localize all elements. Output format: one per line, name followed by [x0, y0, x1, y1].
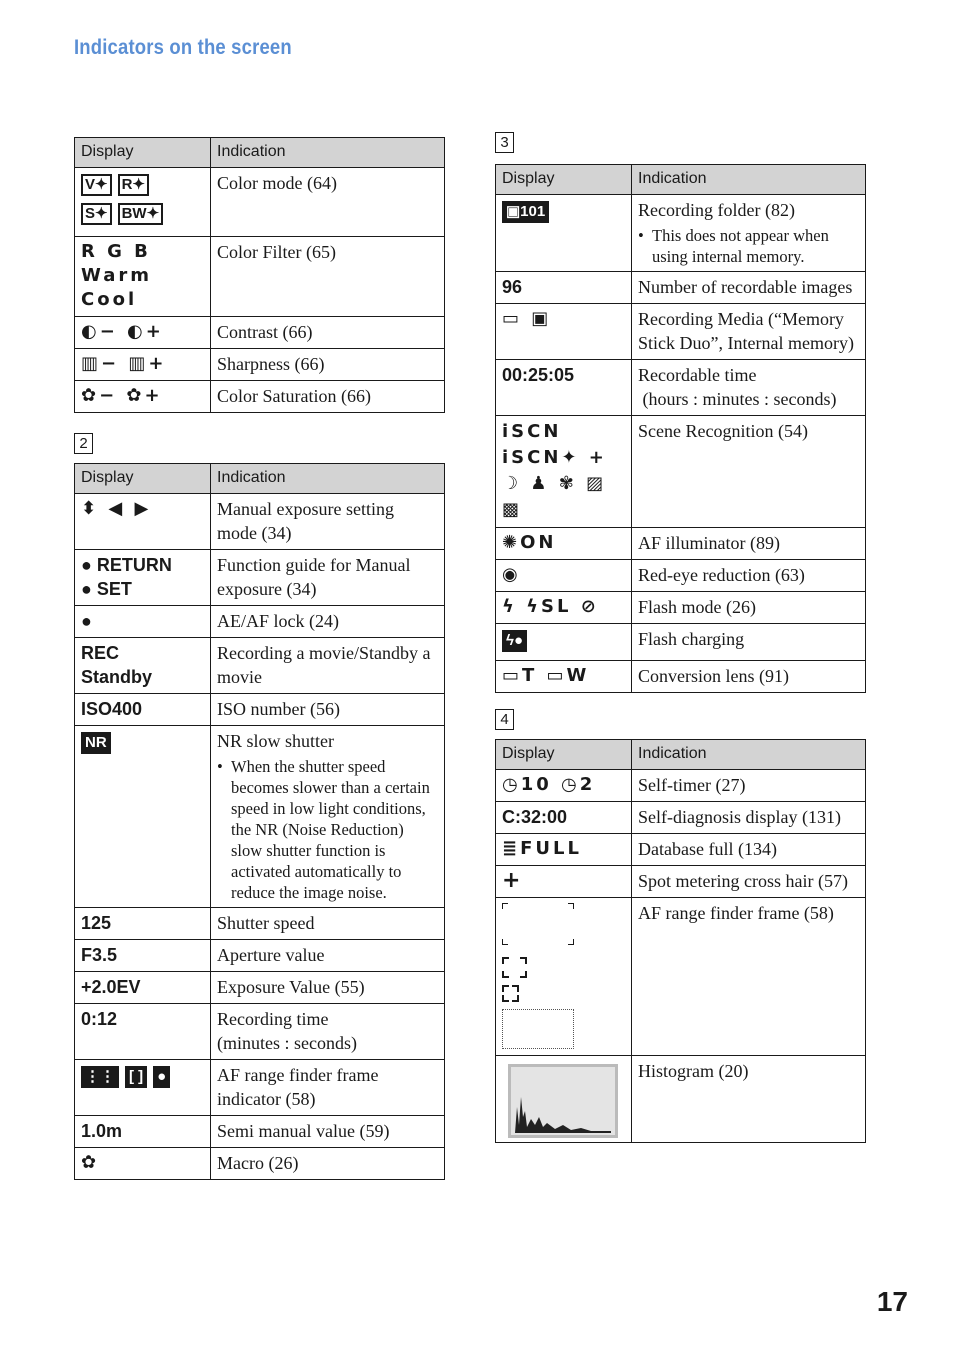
color-filter-icons: R G B Warm Cool	[75, 237, 211, 317]
indicator-table-section-1	[74, 137, 445, 413]
table-row	[75, 494, 445, 550]
frame-corner-icon	[512, 995, 519, 1002]
frame-corner-icon	[568, 939, 574, 945]
display-column-header: Display	[496, 740, 632, 770]
frame-corner-icon	[520, 971, 527, 978]
table-row	[75, 237, 445, 317]
database-full-icon: ≣FULL	[496, 834, 632, 866]
indication-text: Recording folder (82)	[638, 200, 795, 220]
table-row	[496, 770, 866, 802]
af-illuminator-icon: ✺ON	[496, 528, 632, 560]
indication-text: Number of recordable images	[632, 272, 866, 304]
table-row	[496, 866, 866, 898]
display-value: ISO400	[75, 694, 211, 726]
indication-text: Manual exposure setting mode (34)	[211, 494, 445, 550]
display-value: 1.0m	[75, 1116, 211, 1148]
sharpness-icons: ▥− ▥+	[75, 349, 211, 381]
flash-charging-icon: ϟ●	[502, 630, 527, 652]
table-row	[75, 908, 445, 940]
indicator-table-section-4	[495, 739, 866, 1143]
display-value: +2.0EV	[75, 972, 211, 1004]
indication-text: Flash charging	[632, 624, 866, 661]
manual-exposure-arrows-icon: ⬍ ◀ ▶	[75, 494, 211, 550]
af-range-finder-indicator-cell	[75, 1060, 211, 1116]
frame-corner-icon	[502, 985, 509, 992]
right-column	[495, 132, 866, 1143]
flash-charging-cell	[496, 624, 632, 661]
indication-cell	[211, 726, 445, 908]
note	[217, 756, 438, 903]
indication-column-header: Indication	[211, 464, 445, 494]
indication-text: NR slow shutter	[217, 731, 334, 751]
display-value: F3.5	[75, 940, 211, 972]
table-row	[496, 834, 866, 866]
section-marker-2: 2	[74, 433, 93, 454]
histogram-graph	[511, 1067, 615, 1135]
table-row	[75, 726, 445, 908]
note-text: This does not appear when using internal memory.	[652, 226, 829, 266]
page-number: 17	[876, 1286, 908, 1317]
table-row	[496, 304, 866, 360]
table-row	[75, 606, 445, 638]
indication-text: Database full (134)	[632, 834, 866, 866]
frame-corner-icon	[568, 903, 574, 909]
indication-text: Red-eye reduction (63)	[632, 560, 866, 592]
frame-corner-icon	[520, 957, 527, 964]
table-row	[496, 272, 866, 304]
indication-text: AF illuminator (89)	[632, 528, 866, 560]
color-mode-r-icon: R✦	[118, 174, 149, 196]
table-row	[75, 349, 445, 381]
table-row	[75, 694, 445, 726]
note	[638, 225, 859, 267]
indication-text: Color Saturation (66)	[211, 381, 445, 413]
table-row	[75, 381, 445, 413]
conversion-lens-icons: ▭T ▭W	[496, 661, 632, 693]
recording-folder-cell	[496, 195, 632, 272]
frame-corner-icon	[502, 957, 509, 964]
indication-text: Recording a movie/Standby a movie	[211, 638, 445, 694]
table-header	[75, 464, 445, 494]
frame-corner-icon	[502, 939, 508, 945]
table-row	[496, 592, 866, 624]
nr-slow-shutter-cell	[75, 726, 211, 908]
bullet-icon: •	[217, 757, 223, 776]
indicator-table-section-3	[495, 164, 866, 693]
color-mode-v-icon: V✦	[81, 174, 112, 196]
indication-text: Semi manual value (59)	[211, 1116, 445, 1148]
indication-text: Self-diagnosis display (131)	[632, 802, 866, 834]
section-marker-3: 3	[495, 132, 514, 153]
indication-text: Color mode (64)	[211, 168, 445, 237]
macro-icon: ✿	[75, 1148, 211, 1180]
table-row	[496, 624, 866, 661]
indication-text: Self-timer (27)	[632, 770, 866, 802]
indication-text: Histogram (20)	[632, 1056, 866, 1143]
table-row	[75, 972, 445, 1004]
color-mode-icons	[75, 168, 211, 237]
table-row	[75, 550, 445, 606]
display-value: ● RETURN ● SET	[75, 550, 211, 606]
table-row	[75, 1004, 445, 1060]
indication-column-header: Indication	[632, 165, 866, 195]
dotted-frame-icon	[502, 1009, 574, 1049]
color-mode-s-icon: S✦	[81, 203, 112, 225]
indication-column-header: Indication	[632, 740, 866, 770]
af-range-finder-frame-cell	[496, 898, 632, 1056]
indication-text: ISO number (56)	[211, 694, 445, 726]
table-row	[496, 802, 866, 834]
table-header	[496, 165, 866, 195]
indication-text: Flash mode (26)	[632, 592, 866, 624]
display-value: 00:25:05	[496, 360, 632, 416]
indicator-table-section-2	[74, 463, 445, 1180]
display-column-header: Display	[75, 138, 211, 168]
indication-text: Scene Recognition (54)	[632, 416, 866, 528]
recording-media-icons: ▭ ▣	[496, 304, 632, 360]
af-spot-indicator-icon: ●	[153, 1066, 170, 1088]
histogram-cell	[496, 1056, 632, 1143]
page-title: Indicators on the screen	[74, 36, 292, 59]
table-row	[75, 638, 445, 694]
indication-text: Macro (26)	[211, 1148, 445, 1180]
display-value: ●	[75, 606, 211, 638]
red-eye-icon: ◉	[496, 560, 632, 592]
indication-text: Aperture value	[211, 940, 445, 972]
display-column-header: Display	[496, 165, 632, 195]
indication-text: AF range finder frame indicator (58)	[211, 1060, 445, 1116]
contrast-icons: ◐− ◐+	[75, 317, 211, 349]
section-marker-4: 4	[495, 709, 514, 730]
table-row	[75, 1148, 445, 1180]
indication-cell	[632, 195, 866, 272]
table-row	[496, 898, 866, 1056]
table-row	[496, 416, 866, 528]
self-timer-icons: ◷10 ◷2	[496, 770, 632, 802]
flash-mode-icons: ϟ ϟSL ⊘	[496, 592, 632, 624]
display-value: 0:12	[75, 1004, 211, 1060]
indication-text: Recording time (minutes : seconds)	[211, 1004, 445, 1060]
table-row	[496, 360, 866, 416]
frame-corner-icon	[502, 971, 509, 978]
indication-text: Function guide for Manual exposure (34)	[211, 550, 445, 606]
display-value: REC Standby	[75, 638, 211, 694]
display-column-header: Display	[75, 464, 211, 494]
nr-slow-shutter-icon: NR	[81, 732, 111, 754]
scene-recognition-icons: iSCN iSCN✦ + ☽ ♟ ✾ ▨ ▩	[496, 416, 632, 528]
table-row	[75, 317, 445, 349]
table-row	[75, 1116, 445, 1148]
indication-text: Shutter speed	[211, 908, 445, 940]
table-row	[496, 661, 866, 693]
table-header	[496, 740, 866, 770]
indication-text: Color Filter (65)	[211, 237, 445, 317]
table-row	[496, 195, 866, 272]
frame-corner-icon	[512, 985, 519, 992]
table-row	[496, 1056, 866, 1143]
recording-folder-icon: ▣101	[502, 201, 549, 223]
af-range-finder-frame-icons	[502, 901, 625, 1051]
frame-corner-icon	[502, 903, 508, 909]
left-column	[74, 137, 445, 1180]
indication-text: Exposure Value (55)	[211, 972, 445, 1004]
table-header	[75, 138, 445, 168]
color-mode-bw-icon: BW✦	[118, 203, 164, 225]
table-row	[75, 168, 445, 237]
af-multi-indicator-icon: ⋮⋮	[81, 1066, 119, 1088]
indication-text: Recording Media (“Memory Stick Duo”, Internal memory)	[632, 304, 866, 360]
indication-text: Conversion lens (91)	[632, 661, 866, 693]
bullet-icon: •	[638, 226, 644, 245]
display-value: 125	[75, 908, 211, 940]
indication-column-header: Indication	[211, 138, 445, 168]
indication-text: Contrast (66)	[211, 317, 445, 349]
table-row	[75, 940, 445, 972]
indication-text: Recordable time (hours : minutes : seconds)	[632, 360, 866, 416]
indication-text: Spot metering cross hair (57)	[632, 866, 866, 898]
af-center-indicator-icon: [ ]	[125, 1066, 147, 1088]
indication-text: Sharpness (66)	[211, 349, 445, 381]
indication-text: AF range finder frame (58)	[632, 898, 866, 1056]
table-row	[496, 528, 866, 560]
table-row	[75, 1060, 445, 1116]
color-saturation-icons: ✿− ✿+	[75, 381, 211, 413]
display-value: C:32:00	[496, 802, 632, 834]
spot-metering-crosshair-icon: +	[496, 866, 632, 898]
note-text: When the shutter speed becomes slower than a certain speed in low light conditions, the NR (Noise Reduction) slow shutter function is activated automatically to reduce the image noise.	[231, 757, 430, 902]
table-row	[496, 560, 866, 592]
display-value: 96	[496, 272, 632, 304]
indication-text: AE/AF lock (24)	[211, 606, 445, 638]
histogram-icon	[508, 1064, 618, 1138]
frame-corner-icon	[502, 995, 509, 1002]
